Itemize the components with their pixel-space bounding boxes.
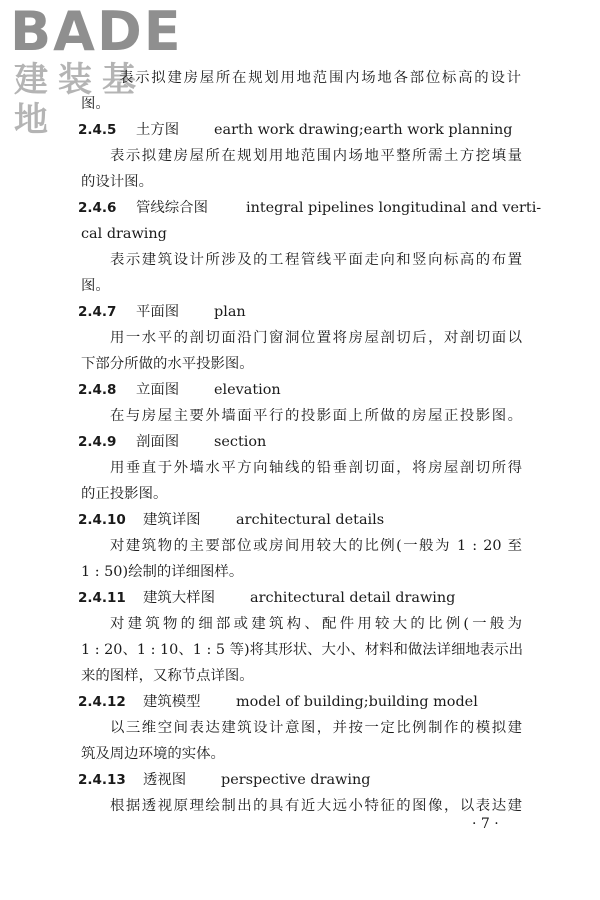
text-line bbox=[0, 66, 600, 92]
body-text: 表示拟建房屋所在规划用地范围内场地平整所需土方挖填量 bbox=[110, 148, 522, 164]
term-chinese: 建筑模型 bbox=[143, 694, 201, 710]
term-chinese: 透视图 bbox=[143, 772, 187, 788]
body-text: 用垂直于外墙水平方向轴线的铅垂剖切面，将房屋剖切所得 bbox=[110, 460, 522, 476]
term-english: plan bbox=[214, 304, 246, 320]
text-line bbox=[0, 794, 600, 820]
term-heading bbox=[0, 300, 600, 326]
term-heading bbox=[0, 690, 600, 716]
term-english: integral pipelines longitudinal and verti- bbox=[246, 200, 542, 216]
body-text: 的设计图。 bbox=[81, 174, 153, 190]
logo-brand-en: BADE bbox=[10, 0, 183, 63]
body-text: 图。 bbox=[81, 278, 110, 294]
text-line bbox=[0, 612, 600, 638]
term-english: model of building;building model bbox=[236, 694, 478, 710]
term-english: earth work drawing;earth work planning bbox=[214, 122, 513, 138]
body-text: 1 : 20、1 : 10、1 : 5 等)将其形状、大小、材料和做法详细地表示出 bbox=[81, 642, 524, 658]
body-text: 根据透视原理绘制出的具有近大远小特征的图像，以表达建 bbox=[110, 798, 522, 814]
term-number: 2.4.10 bbox=[78, 512, 126, 528]
text-line bbox=[0, 742, 600, 768]
term-heading bbox=[0, 378, 600, 404]
body-text: 下部分所做的水平投影图。 bbox=[81, 356, 254, 372]
term-number: 2.4.5 bbox=[78, 122, 117, 138]
term-number: 2.4.13 bbox=[78, 772, 126, 788]
term-number: 2.4.7 bbox=[78, 304, 117, 320]
body-text: 筑及周边环境的实体。 bbox=[81, 746, 225, 762]
body-text: 用一水平的剖切面沿门窗洞位置将房屋剖切后，对剖切面以 bbox=[110, 330, 522, 346]
term-number: 2.4.8 bbox=[78, 382, 117, 398]
term-chinese: 立面图 bbox=[136, 382, 180, 398]
body-text: 1 : 50)绘制的详细图样。 bbox=[81, 564, 244, 580]
text-line bbox=[0, 248, 600, 274]
term-heading bbox=[0, 196, 600, 222]
term-chinese: 剖面图 bbox=[136, 434, 180, 450]
term-heading bbox=[0, 430, 600, 456]
body-text: 的正投影图。 bbox=[81, 486, 168, 502]
text-line bbox=[0, 170, 600, 196]
term-english: elevation bbox=[214, 382, 281, 398]
body-text: 对建筑物的主要部位或房间用较大的比例(一般为 1 : 20 至 bbox=[110, 538, 522, 554]
term-heading bbox=[0, 586, 600, 612]
body-text: 表示建筑设计所涉及的工程管线平面走向和竖向标高的布置 bbox=[110, 252, 522, 268]
term-number: 2.4.11 bbox=[78, 590, 126, 606]
term-chinese: 建筑大样图 bbox=[143, 590, 215, 606]
body-text: 在与房屋主要外墙面平行的投影面上所做的房屋正投影图。 bbox=[110, 408, 522, 424]
text-line bbox=[0, 716, 600, 742]
term-number: 2.4.6 bbox=[78, 200, 117, 216]
text-line bbox=[0, 560, 600, 586]
text-line bbox=[0, 274, 600, 300]
text-line bbox=[0, 92, 600, 118]
text-line bbox=[0, 144, 600, 170]
term-heading bbox=[0, 508, 600, 534]
body-text: 图。 bbox=[81, 96, 110, 112]
term-english: architectural details bbox=[236, 512, 385, 528]
body-text: cal drawing bbox=[81, 226, 167, 242]
term-heading bbox=[0, 118, 600, 144]
term-english: perspective drawing bbox=[221, 772, 371, 788]
term-number: 2.4.12 bbox=[78, 694, 126, 710]
term-english: architectural detail drawing bbox=[250, 590, 456, 606]
text-line bbox=[0, 222, 600, 248]
term-heading bbox=[0, 768, 600, 794]
text-line bbox=[0, 326, 600, 352]
term-chinese: 土方图 bbox=[136, 122, 180, 138]
text-line bbox=[0, 638, 600, 664]
term-english: section bbox=[214, 434, 267, 450]
body-text: 表示拟建房屋所在规划用地范围内场地各部位标高的设计 bbox=[119, 70, 521, 86]
logo-brand-zh: 建装基地 bbox=[14, 60, 146, 140]
text-line bbox=[0, 534, 600, 560]
body-text: 对建筑物的细部或建筑构、配件用较大的比例(一般为 bbox=[110, 616, 522, 632]
term-chinese: 管线综合图 bbox=[136, 200, 208, 216]
text-line bbox=[0, 456, 600, 482]
term-number: 2.4.9 bbox=[78, 434, 117, 450]
text-line bbox=[0, 352, 600, 378]
term-chinese: 建筑详图 bbox=[143, 512, 201, 528]
term-chinese: 平面图 bbox=[136, 304, 180, 320]
text-line bbox=[0, 664, 600, 690]
text-line bbox=[0, 404, 600, 430]
body-text: 以三维空间表达建筑设计意图，并按一定比例制作的模拟建 bbox=[110, 720, 522, 736]
page-number: · 7 · bbox=[472, 816, 499, 832]
text-line bbox=[0, 482, 600, 508]
body-text: 来的图样，又称节点详图。 bbox=[81, 668, 254, 684]
